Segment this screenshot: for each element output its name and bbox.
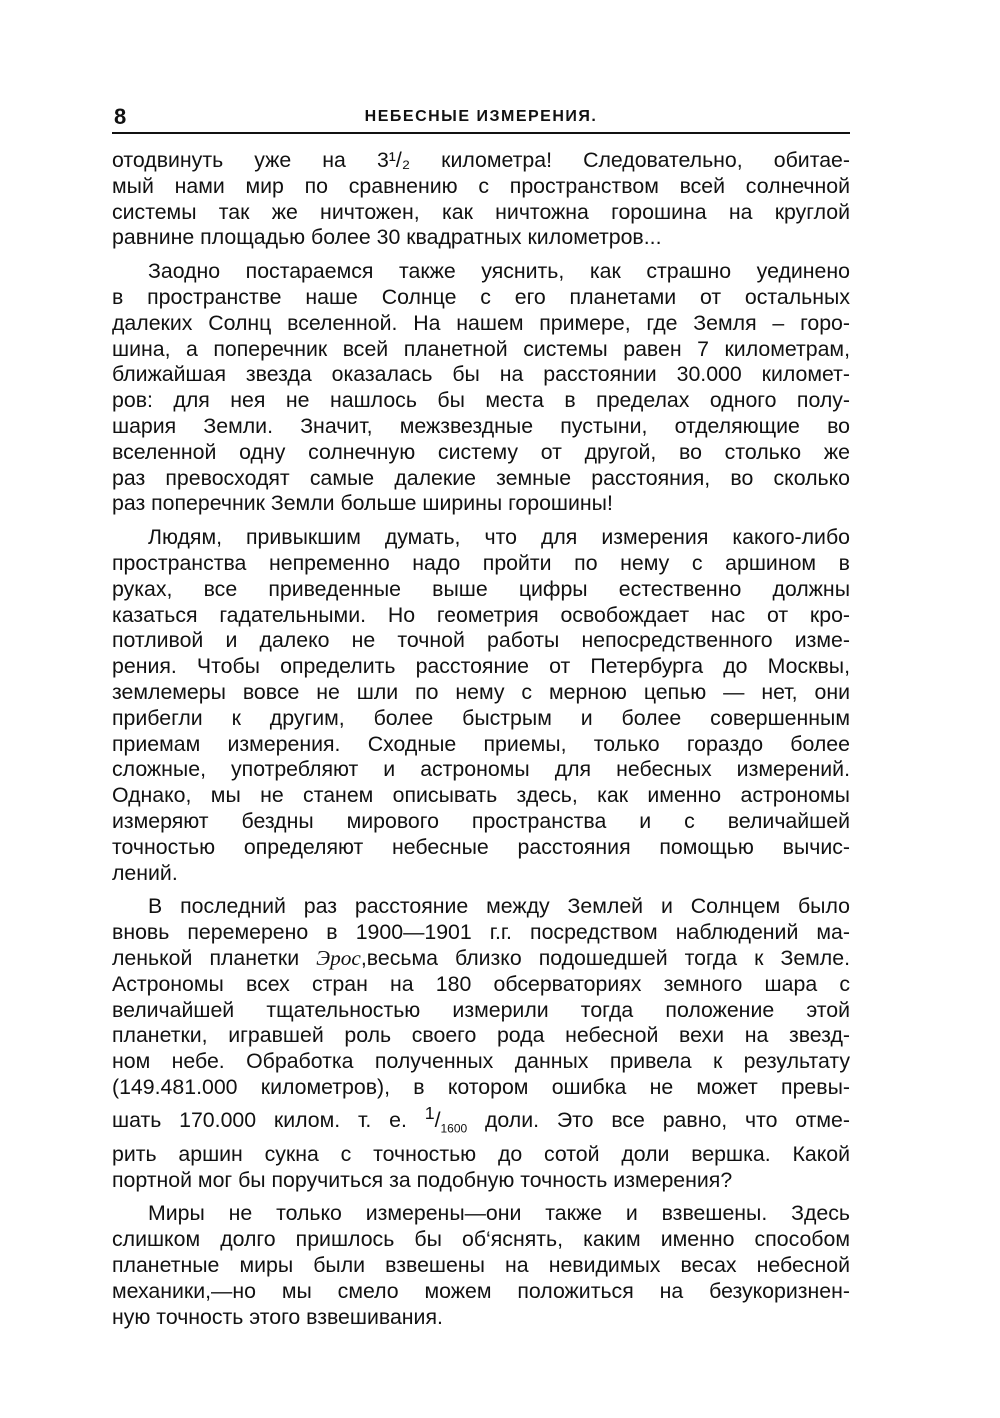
fraction-numerator: 1 [424, 1102, 435, 1123]
text-line: шария Земли. Значит, межзвездные пустыни, отделяющие во [112, 413, 850, 438]
text-line: потливой и далеко не точной работы непосредственного изме- [112, 628, 850, 653]
text-line: Миры не только измерены—они также и взвешены. Здесь [148, 1201, 850, 1226]
italic-planet-name: Эрос [316, 945, 361, 970]
text-line-with-fraction [112, 1101, 850, 1142]
text-fragment: шать 170.000 килом. т. е. [112, 1107, 425, 1132]
text-line: приемам измерения. Сходные приемы, только гораздо более [112, 731, 850, 756]
text-line: руках, все приведенные выше цифры естественно должны [112, 576, 850, 601]
text-line: в пространстве наше Солнце с его планетами от остальных [112, 284, 850, 309]
text-line: сложные, употребляют и астрономы для небесных измерений. [112, 757, 850, 782]
text-fragment: ленькой планетки [112, 945, 317, 970]
paragraph-2 [112, 259, 850, 517]
text-line: раз поперечник Земли больше ширины горошины! [112, 491, 613, 516]
text-fragment: ,весьма близко подошедшей тогда к Земле. [360, 945, 850, 970]
text-line: ную точность этого взвешивания. [112, 1304, 443, 1329]
text-line: раз превосходят самые далекие земные расстояния, во сколько [112, 465, 850, 490]
text-line: отодвинуть уже на 3¹/₂ километра! Следовательно, обитае- [112, 148, 850, 172]
text-line: равнине площадью более 30 квадратных километров... [112, 225, 662, 250]
text-line: величайшей тщательностью измерили тогда положение этой [112, 997, 850, 1022]
text-line: системы так же ничтожен, как ничтожна горошина на круглой [112, 199, 850, 224]
paragraph-1 [112, 148, 850, 251]
text-line: лений. [112, 860, 178, 885]
text-line: землемеры вовсе не шли по нему с мерною цепью — нет, они [112, 679, 850, 704]
text-line: мый нами мир по сравнению с пространством всей солнечной [112, 173, 850, 198]
text-line: планетные миры были взвешены на невидимых весах небесной [112, 1253, 850, 1278]
paragraph-5 [112, 1201, 850, 1330]
text-line: планетки, игравшей роль своего рода небесной вехи на звезд- [112, 1023, 850, 1048]
text-line: вселенной одну солнечную систему от другой, во столько же [112, 439, 850, 464]
text-fragment: доли. Это все равно, что отме- [467, 1107, 850, 1132]
book-page [112, 102, 850, 1338]
text-line: вновь перемерено в 1900—1901 г.г. посредством наблюдений ма- [112, 920, 850, 945]
paragraph-4 [112, 894, 850, 1193]
text-line: слишком долго пришлось бы об‘яснять, каким именно способом [112, 1227, 850, 1252]
text-line: Заодно постараемся также уяснить, как страшно уединено [148, 259, 850, 284]
page-number: 8 [114, 104, 127, 129]
text-line: механики,—но мы смело можем положиться на безукоризнен- [112, 1278, 850, 1303]
text-line-with-italic [112, 946, 850, 972]
paragraph-3 [112, 525, 850, 886]
text-line: рить аршин сукна с точностью до сотой доли вершка. Какой [112, 1141, 850, 1166]
text-line: пространства непременно надо пройти по нему с аршином в [112, 550, 850, 575]
text-line: прибегли к другим, более быстрым и более совершенным [112, 705, 850, 730]
running-head [112, 102, 850, 134]
text-line: В последний раз расстояние между Землей и Солнцем было [148, 894, 850, 919]
text-line: измеряют бездны мирового пространства и с величайшей [112, 808, 850, 833]
text-line: ном небе. Обработка полученных данных привела к результату [112, 1049, 850, 1074]
fraction-denominator: 1600 [440, 1121, 468, 1136]
text-line: далеких Солнц вселенной. На нашем примере, где Земля – горо- [112, 310, 850, 335]
text-line: Людям, привыкшим думать, что для измерения какого-либо [148, 525, 850, 550]
text-line: ближайшая звезда оказалась бы на расстоянии 30.000 километ- [112, 362, 850, 387]
text-line: шина, а поперечник всей планетной системы равен 7 километрам, [112, 336, 850, 361]
fraction: $^1/_{1600}$ [424, 1102, 468, 1136]
running-head-title: НЕБЕСНЫЕ ИЗМЕРЕНИЯ. [364, 108, 598, 125]
text-line: портной мог бы поручиться за подобную точность измерения? [112, 1167, 733, 1192]
text-line: казаться гадательными. Но геометрия освобождает нас от кро- [112, 602, 850, 627]
text-line: (149.481.000 километров), в котором ошибка не может превы- [112, 1074, 850, 1099]
text-line: Астрономы всех стран на 180 обсерваториях земного шара с [112, 971, 850, 996]
text-line: Однако, мы не станем описывать здесь, как именно астрономы [112, 783, 850, 808]
text-line: точностью определяют небесные расстояния помощью вычис- [112, 834, 850, 859]
text-line: рения. Чтобы определить расстояние от Петербурга до Москвы, [112, 654, 850, 679]
text-line: ров: для нея не нашлось бы места в пределах одного полу- [112, 388, 850, 413]
